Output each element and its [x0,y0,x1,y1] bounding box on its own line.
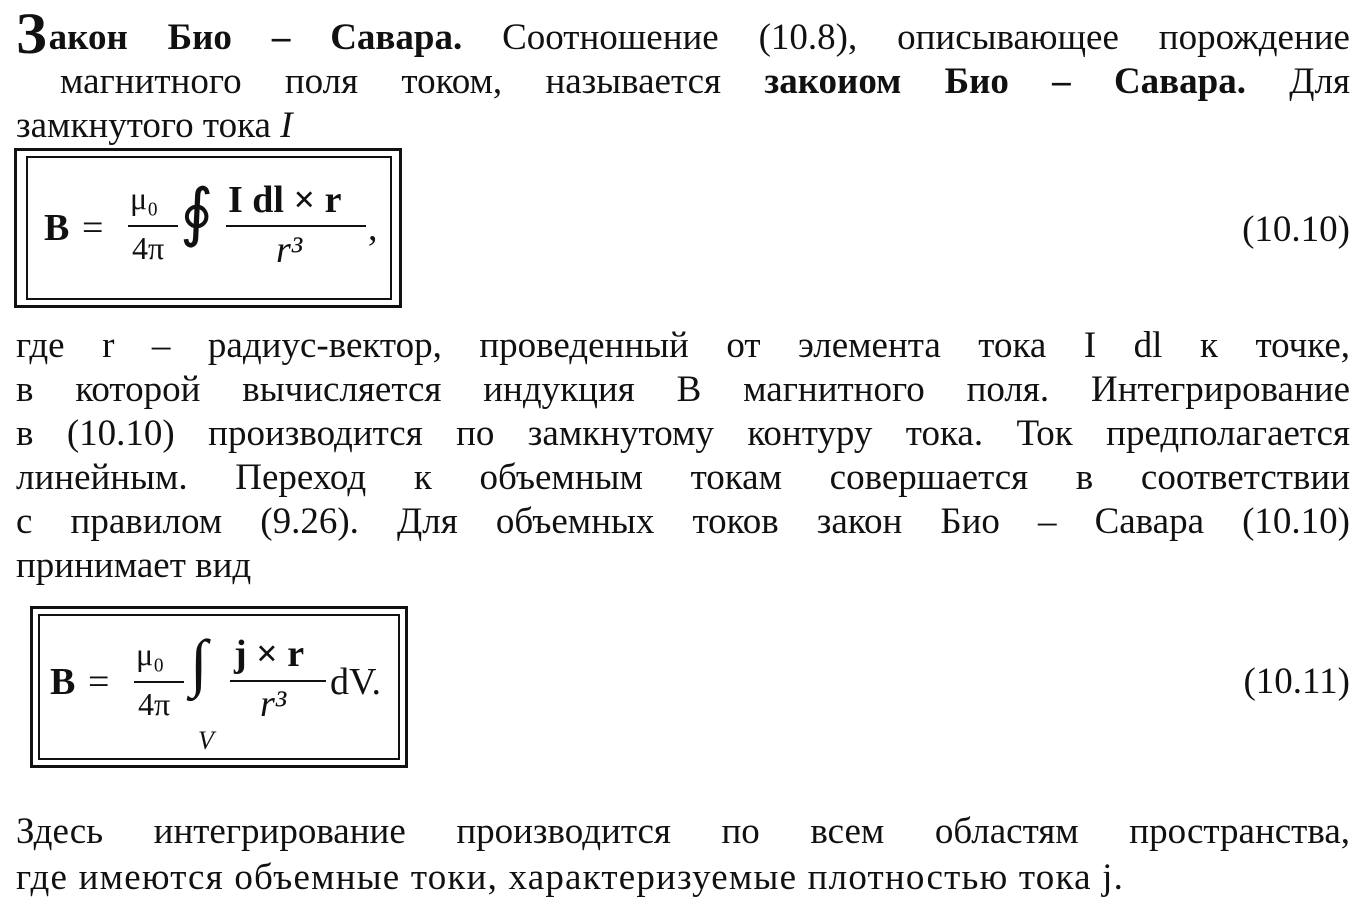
lhs-b: B [44,207,70,249]
coef-numerator: μ₀ [136,636,165,672]
coef-fraction-bar [134,681,184,683]
paragraph1-line3 [16,104,1350,148]
coef-denominator: 4π [138,686,171,722]
paragraph3-line2: где имеются объемные токи, характеризуемые плотностью тока j. [16,857,1125,898]
paragraph2-line5: с правилом (9.26). Для объемных токов закон Био – Савара (10.10) [16,501,1350,542]
paragraph1-line2-end: Для [1246,61,1350,102]
paragraph1-line2-start: магнитного поля током, называется [60,61,765,102]
volume-element: dV. [330,661,382,703]
equals-sign: = [82,207,104,249]
law-name-bold: закоиом Био – Савара. [764,61,1246,102]
current-symbol: I [280,105,293,146]
contour-integral-icon: ∮ [180,177,214,248]
coef-numerator: μ₀ [130,180,159,216]
integrand-numerator: j × r [234,633,305,675]
trailing-comma: , [368,207,378,249]
paragraph1-line2 [60,60,1350,104]
paragraph1-line1 [16,1,1350,66]
paragraph1-line1-text: Соотношение (10.8), описывающее порождение [462,17,1350,58]
paragraph2-line6: принимает вид [16,545,252,586]
paragraph2-line1: где r – радиус-вектор, проведенный от элемента тока I dl к точке, [16,325,1350,366]
integrand-fraction-bar [226,225,366,227]
coef-denominator: 4π [132,230,165,266]
integrand-denominator: r³ [260,683,287,725]
paragraph3-line1: Здесь интегрирование производится по всем областям пространства, [16,811,1350,852]
heading-bold: акон Био – Савара. [48,17,463,58]
coef-fraction-bar [128,225,178,227]
paragraph2-line3: в (10.10) производится по замкнутому контуру тока. Ток предполагается [16,413,1350,454]
integrand-numerator: I dl × r [228,179,342,221]
drop-cap: З [16,1,47,66]
equals-sign: = [88,661,110,703]
integral-icon: ∫ [190,627,208,698]
equation-number-10-11: (10.11) [1243,661,1350,702]
integral-limit: V [198,726,214,755]
paragraph1-line3-text: замкнутого тока [16,105,281,146]
lhs-b: B [50,661,76,703]
paragraph2-line2: в которой вычисляется индукция B магнитного поля. Интегрирование [16,369,1350,410]
equation-number-10-10: (10.10) [1242,209,1350,250]
paragraph2-line4: линейным. Переход к объемным токам совершается в соответствии [16,457,1350,498]
integrand-denominator: r³ [276,229,303,271]
